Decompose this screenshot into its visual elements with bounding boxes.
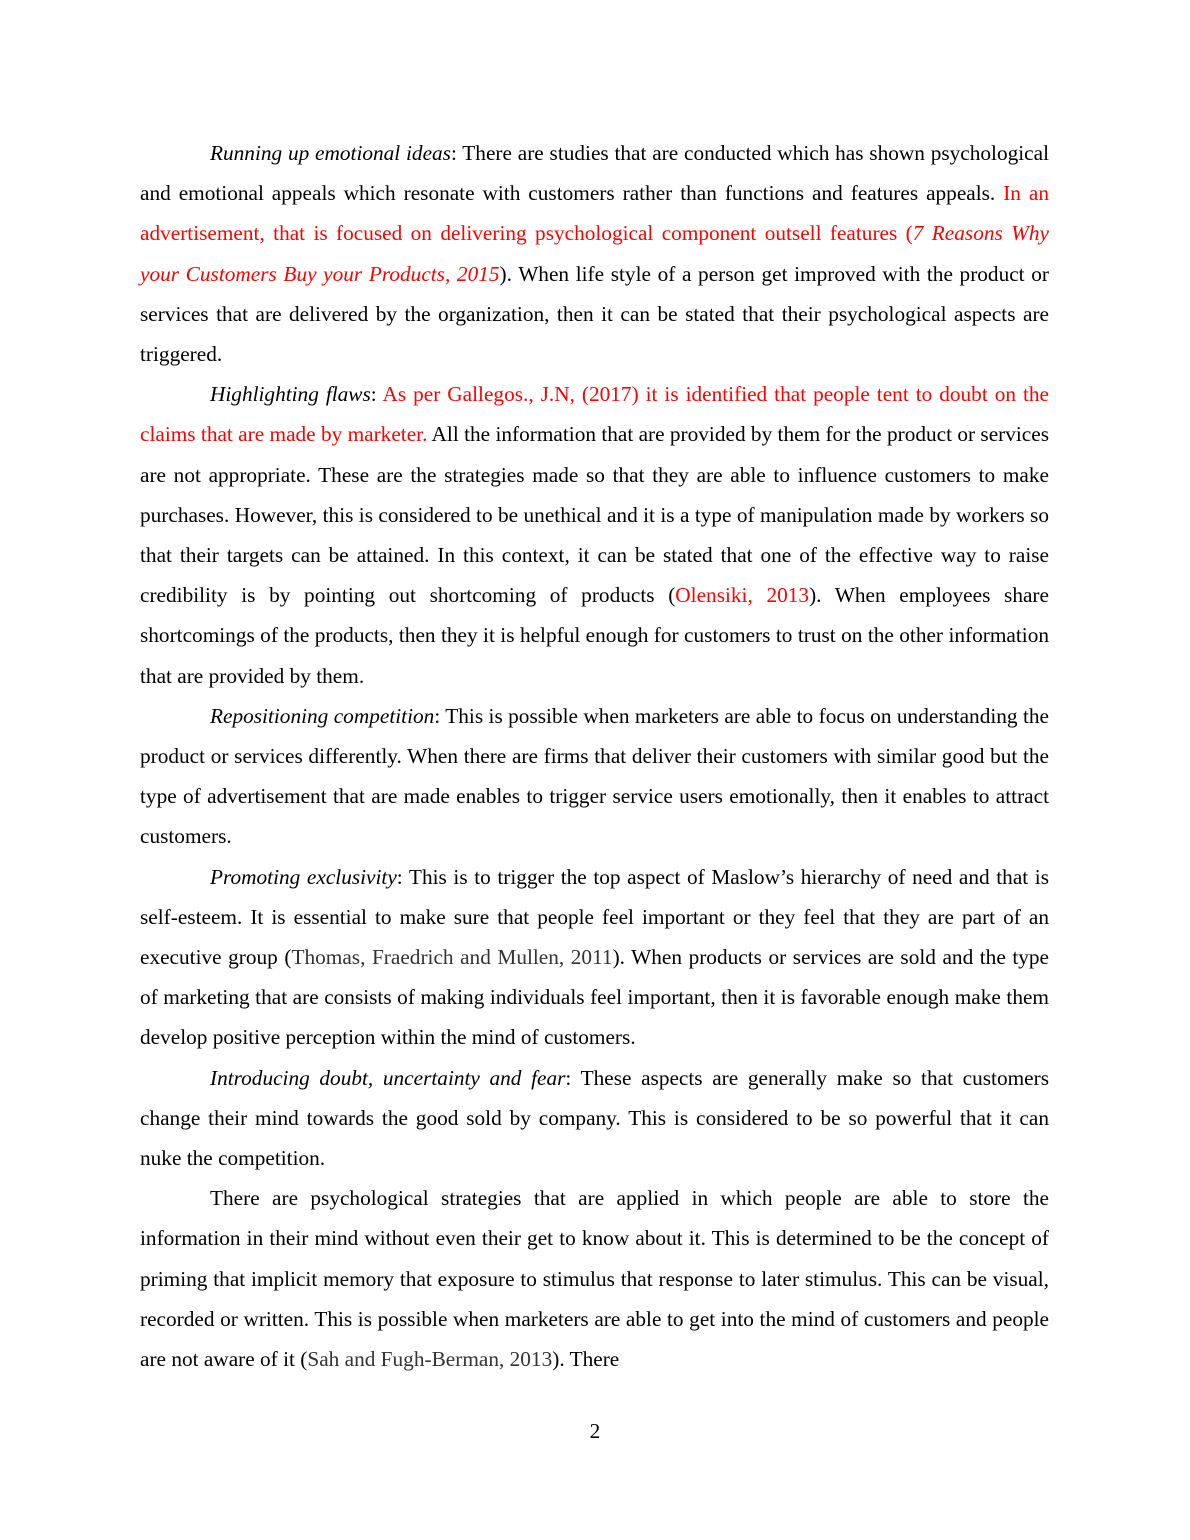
paragraph-psychological-strategies xyxy=(140,1178,1049,1379)
term-separator: : xyxy=(396,864,403,889)
text: ). When products or services are sold and the type of marketing that are consists of making individuals feel important, then it is favorable enough make them develop positive perception within the mind of customers. xyxy=(140,945,1049,1050)
text: There are psychological strategies that are applied in which people are able to store the information in their mind without even their get to know about it. This is determined to be the concept of priming that implicit memory that exposure to stimulus that response to later stimulus. This can be visual, recorded or written. This is possible when marketers are able to get into the mind of customers and people are not aware of it ( xyxy=(140,1186,1049,1372)
citation: 7 Reasons Why your Customers Buy your Products, 2015 xyxy=(140,221,1049,286)
page-number: 2 xyxy=(589,1419,601,1443)
text: ). When employees share shortcomings of the products, then they it is helpful enough for customers to trust on the other information that are provided by them. xyxy=(140,583,1049,688)
term-doubt-uncertainty-fear: Introducing doubt, uncertainty and fear xyxy=(210,1065,566,1090)
text: There are studies that are conducted which has shown psychological and emotional appeals which resonate with customers rather than functions and features appeals. xyxy=(140,141,1049,206)
term-separator: : xyxy=(565,1065,572,1090)
text: These aspects are generally make so that customers change their mind towards the good sold by company. This is considered to be so powerful that it can nuke the competition. xyxy=(140,1065,1049,1171)
term-separator: : xyxy=(450,141,457,165)
term-highlighting-flaws: Highlighting flaws xyxy=(210,382,371,407)
paragraph-promoting-exclusivity xyxy=(140,857,1049,1058)
citation: Olensiki, 2013 xyxy=(675,583,810,608)
text: ). There xyxy=(552,1347,620,1372)
paragraph-repositioning-competition xyxy=(140,696,1049,857)
citation: Sah and Fugh-Berman, 2013 xyxy=(307,1347,553,1372)
term-repositioning-competition: Repositioning competition xyxy=(210,703,435,728)
term-separator: : xyxy=(370,382,377,407)
citation: Thomas, Fraedrich and Mullen, 2011 xyxy=(291,945,613,970)
text: All the information that are provided by them for the product or services are not appropriate. These are the strategies made so that they are able to influence customers to make purchases. However, this is considered to be unethical and it is a type of manipulation made by workers so that their targets can be attained. In this context, it can be stated that one of the effective way to raise credibility is by pointing out shortcoming of products ( xyxy=(140,422,1050,608)
term-promoting-exclusivity: Promoting exclusivity xyxy=(210,864,397,889)
paragraph-doubt-uncertainty-fear xyxy=(140,1058,1049,1179)
text: ). When life style of a person get improved with the product or services that are delivered by the organization, then it can be stated that their psychological aspects are triggered. xyxy=(140,261,1049,367)
paragraph-emotional-ideas xyxy=(140,133,1049,374)
highlighted-text: In an advertisement, that is focused on delivering psychological component outsell features ( xyxy=(140,181,1049,246)
term-emotional-ideas: Running up emotional ideas xyxy=(210,141,451,165)
text: This is possible when marketers are able to focus on understanding the product or services differently. When there are firms that deliver their customers with similar good but the type of advertisement that are made enables to trigger service users emotionally, then it enables to attract customers. xyxy=(140,703,1049,849)
term-separator: : xyxy=(434,703,441,728)
highlighted-text: As per Gallegos., J.N, (2017) it is identified that people tent to doubt on the claims that are made by marketer. xyxy=(140,382,1049,447)
text: This is to trigger the top aspect of Maslow’s hierarchy of need and that is self-esteem. It is essential to make sure that people feel important or they feel that they are part of an executive group ( xyxy=(140,864,1050,970)
paragraph-highlighting-flaws xyxy=(140,374,1049,696)
body-text xyxy=(140,133,1049,1379)
